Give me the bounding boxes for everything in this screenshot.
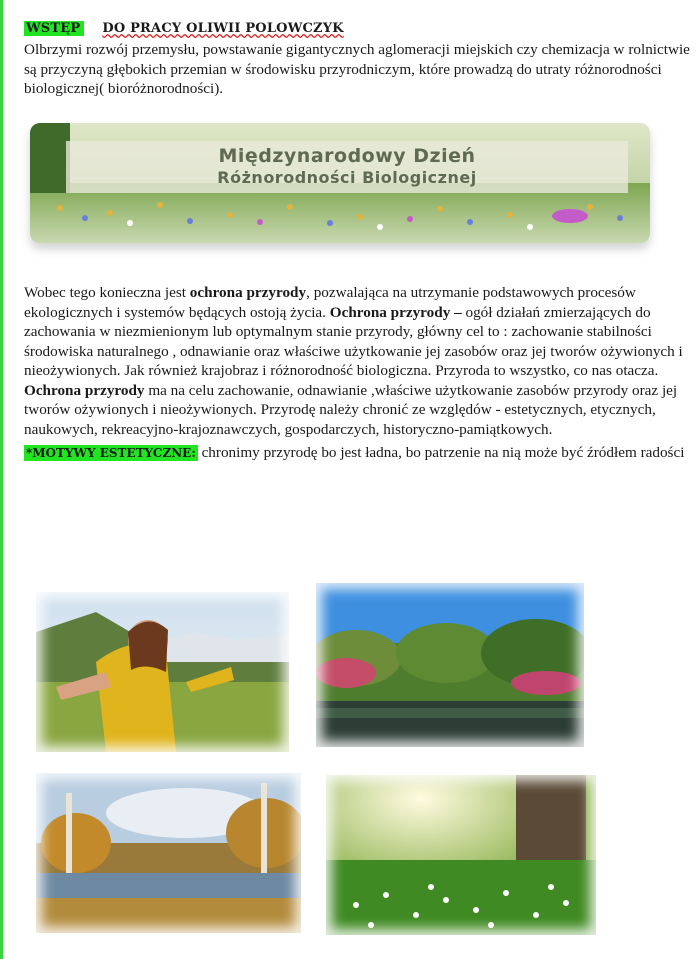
banner-line-1: Międzynarodowy Dzień <box>218 145 476 167</box>
term-ochrona-przyrody-3: Ochrona przyrody <box>24 381 145 399</box>
intro-paragraph: Olbrzymi rozwój przemysłu, powstawanie gigantycznych aglomeracji miejskich czy chemizacja w rolnictwie są przyczyną głębokich przemian w środowisku przyrodniczym, które prowadzą do utraty różnorodności biologicznej( bioróżnorodności). <box>24 41 690 97</box>
term-ochrona-przyrody-1: ochrona przyrody <box>189 284 307 301</box>
photo-woman-in-meadow <box>36 592 289 752</box>
biodiversity-day-banner <box>30 123 650 243</box>
paragraph-protection <box>24 283 696 381</box>
banner-line-2: Różnorodności Biologicznej <box>217 168 477 187</box>
paragraph-protection-part-c: , pozwalająca na utrzymanie podstawowych procesów ekologicznych i systemów będących ostoją życia. <box>24 284 636 321</box>
title-tag: WSTĘP <box>24 21 84 36</box>
paragraph-protection-part-e: ogół działań zmierzających do zachowania w niezmienionym lub optymalnym stanie przyrody, główny cel to : zachowanie stabilności środowiska naturalnego , odnawianie oraz właściwe użytkowanie jej zasobów oraz jej tworów ożywionych i nieożywionych. Jak również krajobraz i różnorodność biologiczna. Przyroda to wszystko, co nas otacza. <box>24 303 683 379</box>
left-border-bar <box>0 0 3 959</box>
paragraph-goals <box>24 381 696 440</box>
photo-autumn-lake <box>36 773 301 933</box>
paragraph-aesthetic-motive <box>24 443 696 464</box>
photo-lake-trees <box>316 583 584 747</box>
document-body <box>24 283 696 464</box>
document-title <box>24 20 696 38</box>
banner-caption <box>66 141 628 193</box>
title-text: DO PRACY OLIWII POLOWCZYK <box>102 21 344 36</box>
paragraph-goals-text: ma na celu zachowanie, odnawianie ,właściwe użytkowanie zasobów przyrody oraz jej tworów ożywionych i nieożywionych. Przyrodę należy chronić ze względów - estetycznych, etycznych, naukowych, rekreacyjno-krajoznawczych, gospodarczych, historyczno-pamiątkowych. <box>24 381 678 438</box>
aesthetic-motive-text: chronimy przyrodę bo jest ładna, bo patrzenie na nią może być źródłem radości <box>197 444 685 461</box>
aesthetic-motive-tag: *MOTYWY ESTETYCZNE: <box>26 446 196 460</box>
paragraph-protection-part-a: Wobec tego konieczna jest <box>24 284 190 301</box>
photo-sunny-forest-meadow <box>326 775 596 935</box>
document-header <box>24 20 696 99</box>
term-ochrona-przyrody-2: Ochrona przyrody – <box>329 303 462 321</box>
